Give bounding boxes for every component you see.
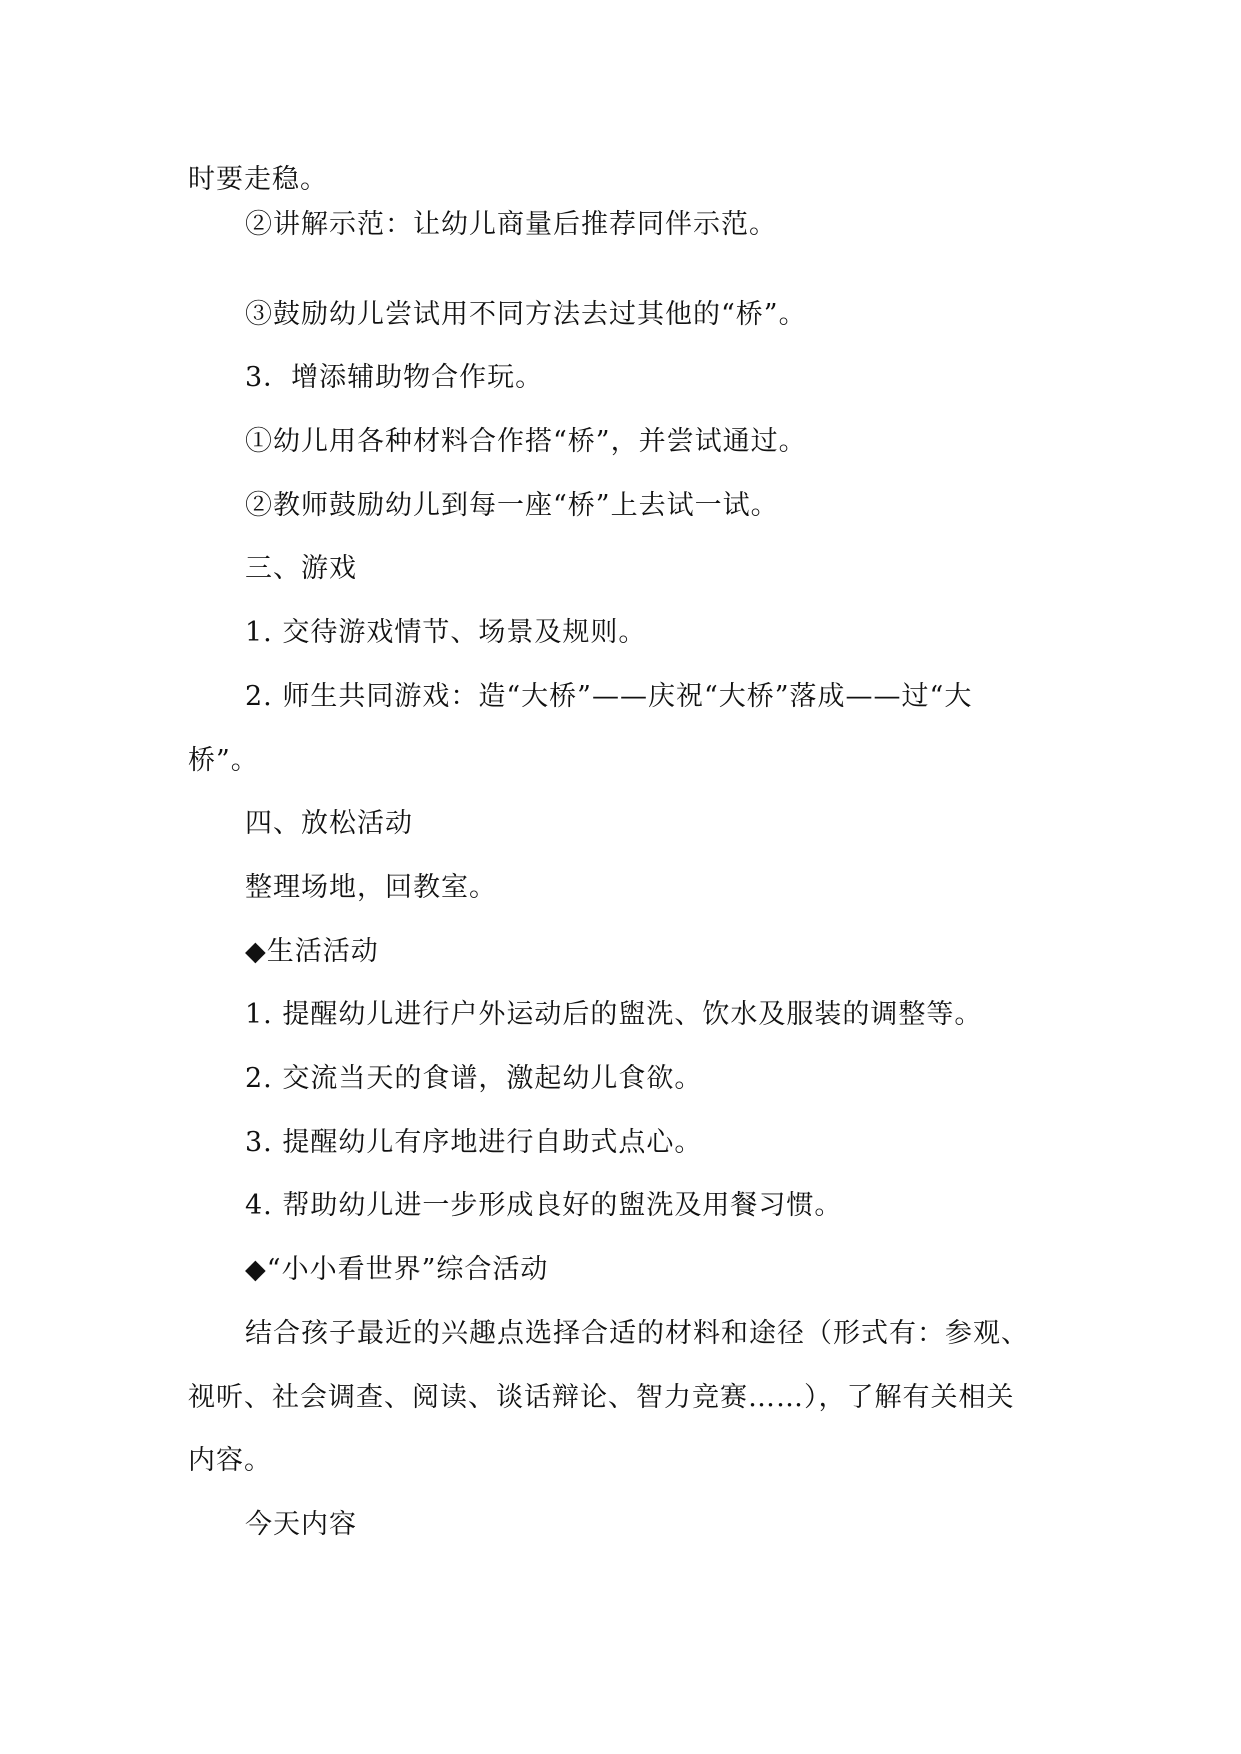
section-heading: ◆生活活动	[245, 936, 379, 967]
text-line: ②教师鼓励幼儿到每一座“桥”上去试一试。	[245, 490, 779, 521]
text-line: 1. 交待游戏情节、场景及规则。	[245, 617, 647, 648]
section-heading: ◆“小小看世界”综合活动	[245, 1254, 549, 1285]
text-line: 4. 帮助幼儿进一步形成良好的盥洗及用餐习惯。	[245, 1190, 843, 1221]
text-line: 3．增添辅助物合作玩。	[245, 362, 544, 393]
text-line: 内容。	[188, 1445, 272, 1476]
text-line: 1. 提醒幼儿进行户外运动后的盥洗、饮水及服装的调整等。	[245, 999, 983, 1030]
text-line: 2. 师生共同游戏：造“大桥”——庆祝“大桥”落成——过“大	[245, 681, 973, 712]
text-line: ①幼儿用各种材料合作搭“桥”，并尝试通过。	[245, 426, 807, 457]
text-line: 2. 交流当天的食谱，激起幼儿食欲。	[245, 1063, 703, 1094]
text-line: 整理场地，回教室。	[245, 872, 497, 903]
text-line: 时要走稳。	[188, 164, 328, 195]
text-line: 结合孩子最近的兴趣点选择合适的材料和途径（形式有：参观、	[245, 1318, 1029, 1349]
text-line: 3. 提醒幼儿有序地进行自助式点心。	[245, 1127, 703, 1158]
text-line: ③鼓励幼儿尝试用不同方法去过其他的“桥”。	[245, 299, 807, 330]
text-line: 视听、社会调查、阅读、谈话辩论、智力竞赛……），了解有关相关	[188, 1382, 1015, 1413]
text-line: ②讲解示范：让幼儿商量后推荐同伴示范。	[245, 209, 777, 240]
section-heading: 三、游戏	[245, 553, 357, 584]
text-line: 桥”。	[188, 745, 259, 776]
section-heading: 四、放松活动	[245, 808, 413, 839]
text-line: 今天内容	[245, 1509, 357, 1540]
